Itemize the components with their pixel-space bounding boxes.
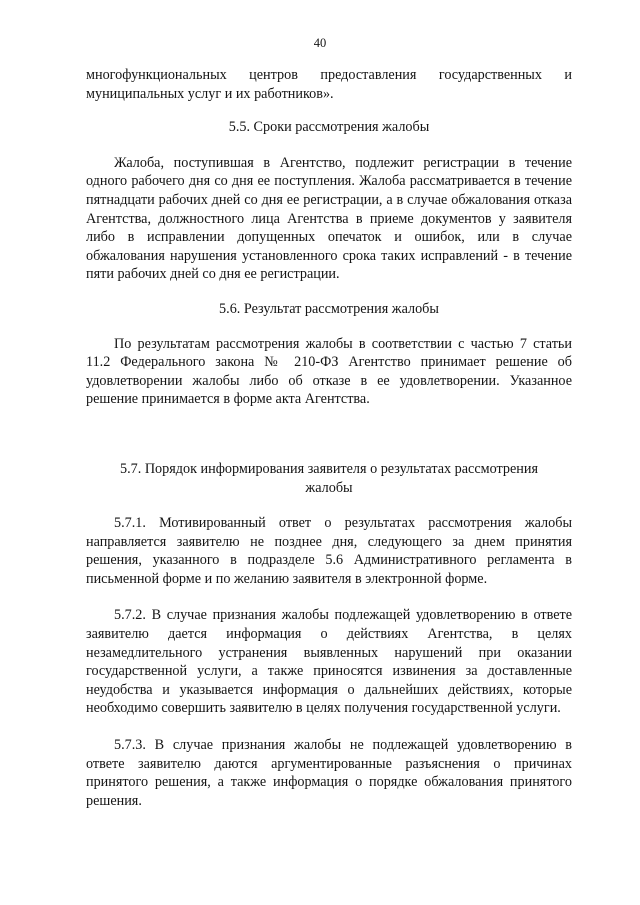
continuation-paragraph: многофункциональных центров предоставления государственных и муниципальных услуг и их работников». bbox=[86, 67, 572, 102]
section-5-7-2-paragraph: 5.7.2. В случае признания жалобы подлежащей удовлетворению в ответе заявителю дается информация о действиях Агентства, в целях незамедлительного устранения выявленных нарушений при оказании государственной услуги, а также приносятся извинения за доставленные неудобства и указывается информация о дальнейших действиях, которые необходимо совершить заявителю в целях получения государственной услуги. bbox=[86, 607, 572, 717]
section-5-7-1-paragraph: 5.7.1. Мотивированный ответ о результатах рассмотрения жалобы направляется заявителю не позднее дня, следующего за днем принятия решения, указанного в подразделе 5.6 Административного регламента в письменной форме и по желанию заявителя в электронной форме. bbox=[86, 515, 572, 587]
section-5-6-paragraph: По результатам рассмотрения жалобы в соответствии с частью 7 статьи 11.2 Федерального закона № 210-ФЗ Агентство принимает решение об удовлетворении жалобы либо об отказе в ее удовлетворении. Указанное решение принимается в форме акта Агентства. bbox=[86, 335, 572, 408]
page-number: 40 bbox=[313, 36, 327, 50]
section-5-6-heading: 5.6. Результат рассмотрения жалобы bbox=[219, 300, 439, 317]
section-5-5-paragraph: Жалоба, поступившая в Агентство, подлежит регистрации в течение одного рабочего дня со дня ее поступления. Жалоба рассматривается в течение пятнадцати рабочих дней со дня ее регистрации, а в случае обжалования отказа Агентства, должностного лица Агентства в приеме документов у заявителя либо в исправлении допущенных опечаток и ошибок, или в случае обжалования нарушения установленного срока таких исправлений - в течение пяти рабочих дней со дня ее регистрации. bbox=[86, 154, 572, 283]
section-5-7-3-paragraph: 5.7.3. В случае признания жалобы не подлежащей удовлетворению в ответе заявителю даются аргументированные разъяснения о причинах принятого решения, а также информация о порядке обжалования принятого решения. bbox=[86, 737, 572, 809]
document-body bbox=[86, 66, 572, 810]
section-5-7-heading: 5.7. Порядок информирования заявителя о результатах рассмотрения жалобы bbox=[119, 460, 539, 496]
section-5-5-heading: 5.5. Сроки рассмотрения жалобы bbox=[228, 119, 430, 136]
